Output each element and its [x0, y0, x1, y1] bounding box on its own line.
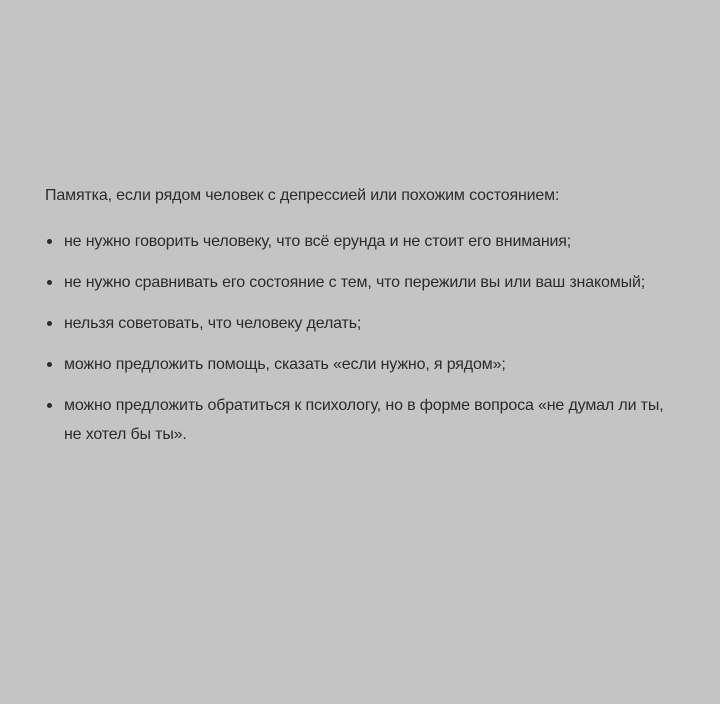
list-item: нельзя советовать, что человеку делать;: [45, 309, 665, 338]
list-item: можно предложить помощь, сказать «если нужно, я рядом»;: [45, 350, 665, 379]
memo-title: Памятка, если рядом человек с депрессией или похожим состоянием:: [45, 187, 560, 204]
memo-list: [45, 227, 665, 449]
list-item: можно предложить обратиться к психологу, но в форме вопроса «не думал ли ты, не хотел бы ты».: [45, 391, 665, 449]
list-item: не нужно говорить человеку, что всё ерунда и не стоит его внимания;: [45, 227, 665, 256]
memo-block: [45, 185, 665, 461]
list-item: не нужно сравнивать его состояние с тем, что пережили вы или ваш знакомый;: [45, 268, 665, 297]
